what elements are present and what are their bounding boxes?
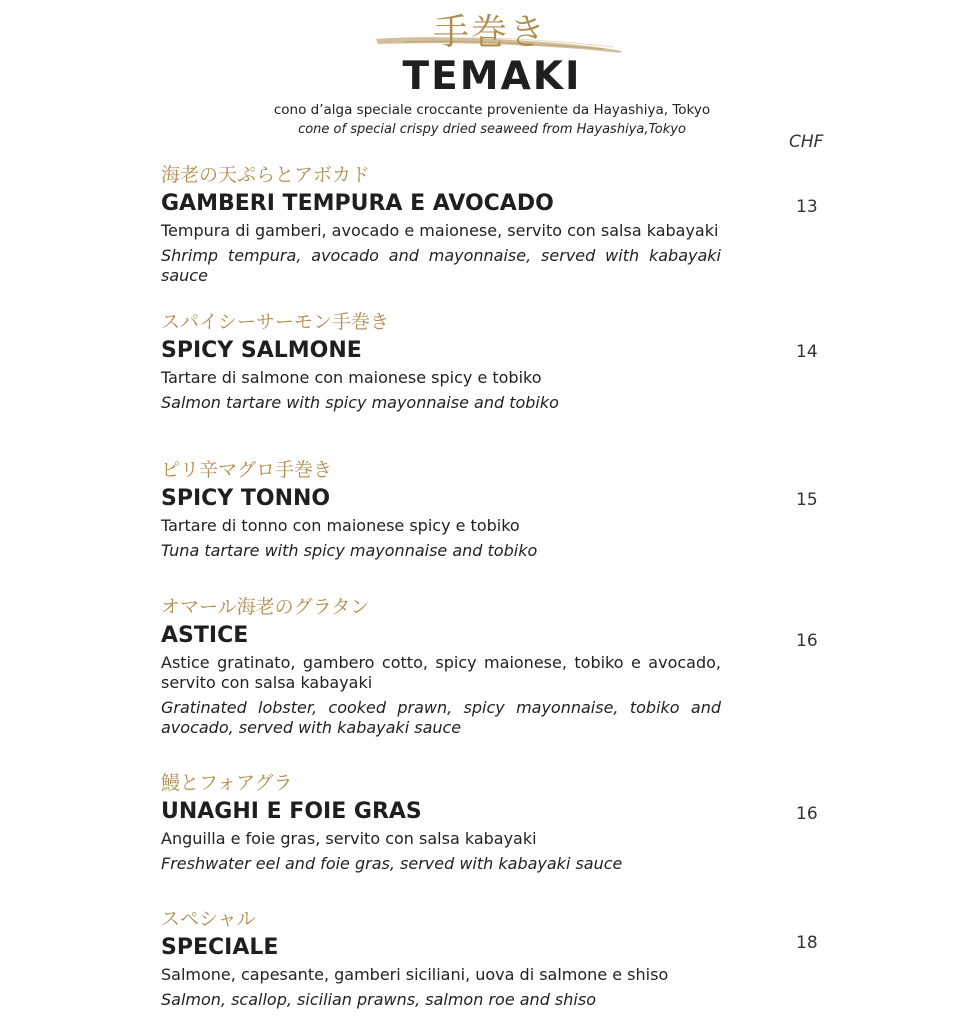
- menu-item-japanese-name: 海老の天ぷらとアボカド: [161, 164, 371, 186]
- menu-item-price: 16: [796, 804, 818, 824]
- menu-item-price: 15: [796, 490, 818, 510]
- menu-item-description-english: Freshwater eel and foie gras, served with kabayaki sauce: [161, 854, 623, 873]
- currency-label: CHF: [789, 132, 824, 152]
- menu-item-description-english: Salmon, scallop, sicilian prawns, salmon roe and shiso: [161, 990, 596, 1009]
- menu-item-name: SPICY TONNO: [161, 486, 331, 511]
- menu-item-description-english: Shrimp tempura, avocado and mayonnaise, served with kabayaki sauce: [161, 246, 721, 285]
- menu-item-name: SPECIALE: [161, 935, 279, 960]
- menu-item-description-english: Salmon tartare with spicy mayonnaise and tobiko: [161, 393, 559, 412]
- menu-item-japanese-name: オマール海老のグラタン: [161, 596, 370, 618]
- menu-item-description-italian: Salmone, capesante, gamberi siciliani, uova di salmone e shiso: [161, 965, 669, 984]
- menu-item-japanese-name: 鰻とフォアグラ: [161, 772, 293, 794]
- menu-section-japanese-title: 手巻き: [432, 12, 547, 53]
- menu-item: [161, 458, 721, 561]
- menu-item-name: ASTICE: [161, 623, 249, 648]
- menu-item: [161, 595, 721, 738]
- menu-item: [161, 771, 721, 874]
- menu-item: [161, 907, 721, 1010]
- menu-item-description-english: Gratinated lobster, cooked prawn, spicy mayonnaise, tobiko and avocado, served with kabayaki sauce: [161, 698, 721, 737]
- menu-item-japanese-name: スパイシーサーモン手巻き: [161, 311, 390, 333]
- menu-item: [161, 163, 721, 286]
- menu-item-description-italian: Astice gratinato, gambero cotto, spicy maionese, tobiko e avocado, servito con salsa kabayaki: [161, 653, 721, 692]
- menu-item-price: 16: [796, 631, 818, 651]
- menu-item-price: 13: [796, 197, 818, 217]
- menu-section-subtitle-italian: cono d’alga speciale croccante proveniente da Hayashiya, Tokyo: [273, 102, 711, 118]
- menu-item-description-italian: Anguilla e foie gras, servito con salsa kabayaki: [161, 829, 537, 848]
- menu-item-description-italian: Tempura di gamberi, avocado e maionese, servito con salsa kabayaki: [161, 221, 719, 240]
- menu-item-japanese-name: ピリ辛マグロ手巻き: [161, 459, 333, 481]
- menu-item-name: SPICY SALMONE: [161, 338, 362, 363]
- menu-item-description-english: Tuna tartare with spicy mayonnaise and tobiko: [161, 541, 538, 560]
- menu-item-price: 14: [796, 342, 818, 362]
- menu-section-title: TEMAKI: [402, 54, 582, 99]
- menu-item-name: UNAGHI E FOIE GRAS: [161, 799, 422, 824]
- menu-item: [161, 310, 721, 413]
- menu-item-description-italian: Tartare di tonno con maionese spicy e tobiko: [161, 516, 520, 535]
- menu-item-japanese-name: スペシャル: [161, 908, 256, 930]
- menu-item-name: GAMBERI TEMPURA E AVOCADO: [161, 191, 554, 216]
- menu-section-subtitle-english: cone of special crispy dried seaweed from Hayashiya,Tokyo: [298, 122, 686, 137]
- menu-item-description-italian: Tartare di salmone con maionese spicy e tobiko: [161, 368, 542, 387]
- menu-item-price: 18: [796, 933, 818, 953]
